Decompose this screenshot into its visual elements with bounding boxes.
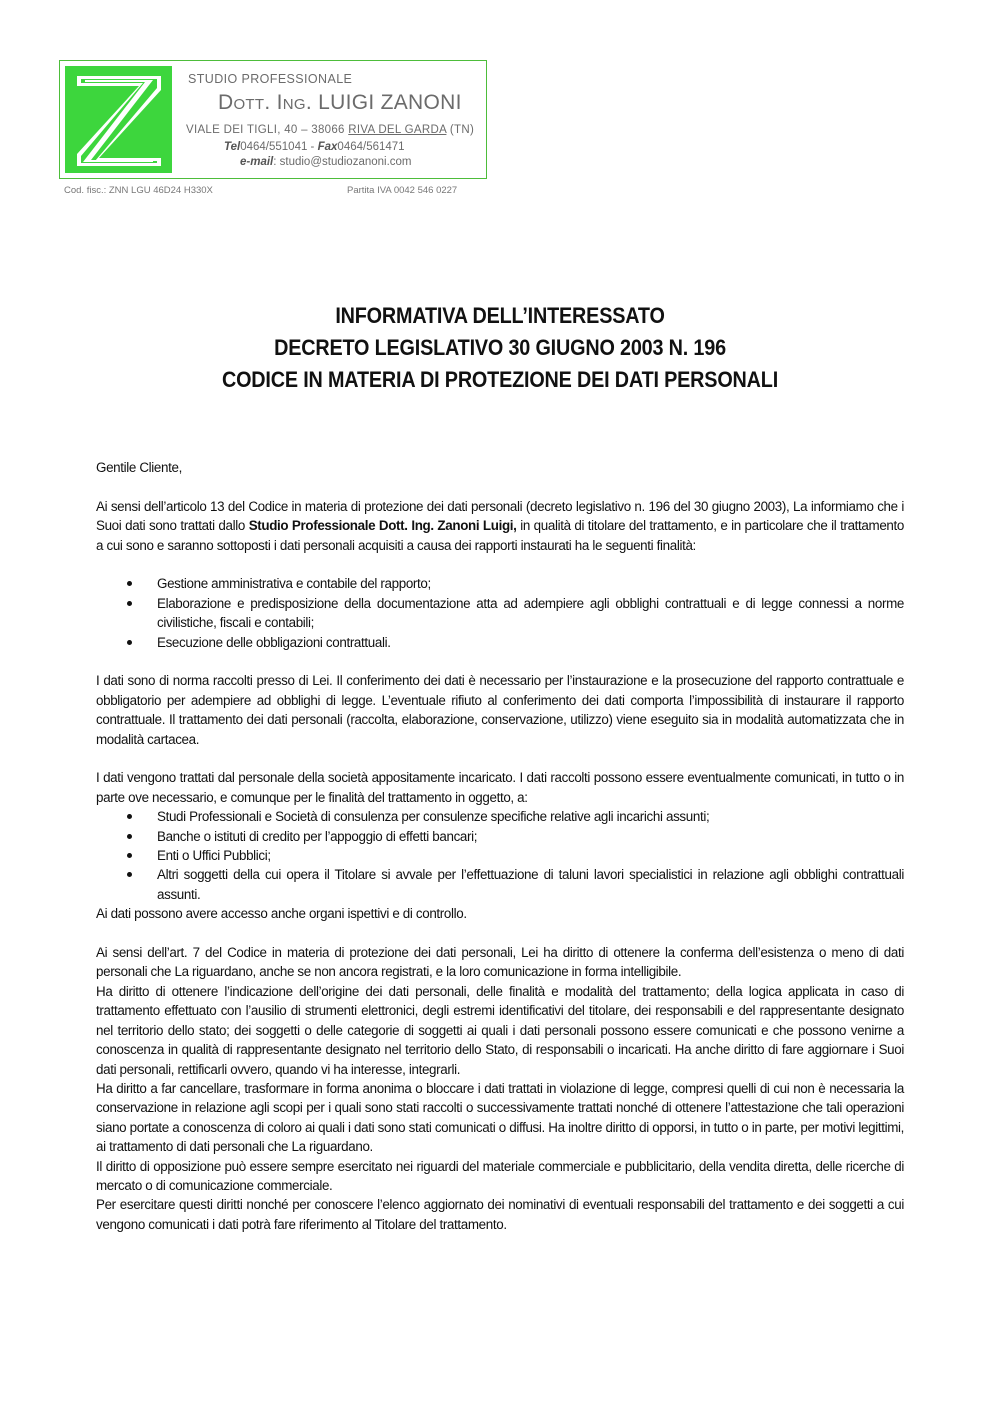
fiscal-code: Cod. fisc.: ZNN LGU 46D24 H330X — [64, 185, 213, 196]
vat-number: Partita IVA 0042 546 0227 — [347, 185, 458, 196]
letterhead — [59, 60, 487, 179]
rights-paragraph-4: Il diritto di opposizione può essere sempre esercitato nei riguardi del materiale commerciale e pubblicitario, della vendita diretta, delle ricerche di mercato o di comunicazione commerciale. — [96, 1158, 904, 1193]
email-address: : studio@studiozanoni.com — [273, 156, 412, 168]
fax-number: 0464/561471 — [337, 141, 405, 153]
access-paragraph: Ai dati possono avere accesso anche organi ispettivi e di controllo. — [96, 906, 467, 922]
address-city: RIVA DEL GARDA — [348, 124, 447, 136]
tel-number: 0464/551041 - — [240, 141, 315, 153]
list-item: Gestione amministrativa e contabile del rapporto; — [157, 574, 904, 593]
title-line-2: DECRETO LEGISLATIVO 30 GIUGNO 2003 N. 196 — [274, 335, 726, 360]
studio-email — [240, 156, 412, 168]
list-item: Elaborazione e predisposizione della documentazione atta ad adempiere agli obblighi contrattuali e di legge connessi a norme civilistiche, fiscali e contabili; — [157, 594, 904, 633]
purposes-list — [96, 574, 904, 652]
studio-label: STUDIO PROFESSIONALE — [188, 72, 353, 86]
greeting: Gentile Cliente, — [96, 460, 182, 475]
list-item: Esecuzione delle obbligazioni contrattuali. — [157, 633, 904, 652]
intro-text-a: Ai sensi dell’articolo 13 del Codice in materia di protezione dei dati personali (decreto legislativo n. 196 del 30 giugno 2003), La informiamo che i Suoi dati sono trattati dallo — [96, 498, 904, 534]
intro-paragraph — [96, 497, 904, 555]
document-body — [96, 458, 904, 1234]
email-label: e-mail — [240, 156, 274, 168]
studio-name-bold: Studio Professionale Dott. Ing. Zanoni Luigi, — [248, 518, 517, 534]
tel-label: Tel — [224, 141, 241, 153]
studio-name: Dott. Ing. LUIGI ZANONI — [218, 91, 462, 114]
title-line-3: CODICE IN MATERIA DI PROTEZIONE DEI DATI PERSONALI — [221, 367, 779, 392]
address-street: VIALE DEI TIGLI, 40 – 38066 — [186, 124, 345, 136]
studio-address — [186, 124, 474, 136]
title-line-1: INFORMATIVA DELL’INTERESSATO — [335, 303, 665, 328]
rights-paragraph-1: Ai sensi dell’art. 7 del Codice in materia di protezione dei dati personali, Lei ha diritto di ottenere la conferma dell’esistenza o meno di dati personali che La riguardano, anche se non ancora registrati, e la loro comunicazione in forma intelligibile. — [96, 945, 904, 980]
document-title — [50, 300, 950, 396]
list-item: Studi Professionali e Società di consulenza per consulenze specifiche relative agli incarichi assunti; — [157, 807, 904, 826]
list-item: Altri soggetti della cui opera il Titolare si avvale per l’effettuazione di taluni lavori specialistici in relazione agli obblighi contrattuali assunti. — [157, 865, 904, 904]
studio-logo — [65, 66, 172, 173]
intro-text-b: in qualità di titolare del trattamento, e in particolare che il trattamento a cui sono e saranno sottoposti i dati personali acquisiti a causa dei rapporti instaurati ha le seguenti finalità: — [96, 518, 904, 553]
list-item: Banche o istituti di credito per l’appoggio di effetti bancari; — [157, 827, 904, 846]
fax-label: Fax — [317, 141, 338, 153]
recipients-list — [96, 807, 904, 904]
rights-paragraph-2: Ha diritto di ottenere l’indicazione dell’origine dei dati personali, delle finalità e modalità del trattamento; della logica applicata in caso di trattamento effettuato con l’ausilio di strumenti elettronici, degli estremi identificativi del titolare, dei responsabili e del rappresentante designato nel territorio dello stato; dei soggetti o delle categorie di soggetti ai quali i dati personali possono essere comunicati e che possono venirne a conoscenza in qualità di rappresentante designato nel territorio dello Stato, di responsabili o incaricati. Ha anche diritto di fare aggiornare i Suoi dati personali, rettificarli ovvero, quando vi ha interesse, integrarli. — [96, 983, 904, 1077]
rights-paragraph-5: Per esercitare questi diritti nonché per conoscere l’elenco aggiornato dei nominativi di eventuali responsabili del trattamento e dei soggetti a cui vengono comunicati i dati potrà fare riferimento al Titolare del trattamento. — [96, 1197, 904, 1232]
address-province: (TN) — [449, 124, 475, 136]
recipients-paragraph: I dati vengono trattati dal personale della società appositamente incaricato. I dati raccolti possono essere eventualmente comunicati, in tutto o in parte ove necessario, e comunque per le finalità del trattamento in oggetto, a: — [96, 770, 904, 805]
collection-paragraph: I dati sono di norma raccolti presso di Lei. Il conferimento dei dati è necessario per l’instaurazione e la prosecuzione del rapporto contrattuale e obbligatorio per adempiere ad obblighi di legge. L’eventuale rifiuto al conferimento dei dati comporta l’impossibilità di instaurare il rapporto contrattuale. Il trattamento dei dati personali (raccolta, elaborazione, conservazione, utilizzo) viene eseguito sia in modalità automatizzata che in modalità cartacea. — [96, 673, 904, 747]
z-logo-icon — [65, 66, 172, 173]
list-item: Enti o Uffici Pubblici; — [157, 846, 904, 865]
rights-paragraph-3: Ha diritto a far cancellare, trasformare in forma anonima o bloccare i dati trattati in violazione di legge, compresi quelli di cui non è necessaria la conservazione in relazione agli scopi per i quali sono stati raccolti o successivamente trattati nonché di ottenere l’attestazione che tali operazioni siano portate a conoscenza di coloro ai quali i dati sono stati comunicati o diffusi. Ha inoltre diritto di opporsi, in tutto o in parte, per motivi legittimi, ai trattamento di dati personali che La riguardano. — [96, 1080, 904, 1155]
studio-phone — [224, 141, 405, 153]
